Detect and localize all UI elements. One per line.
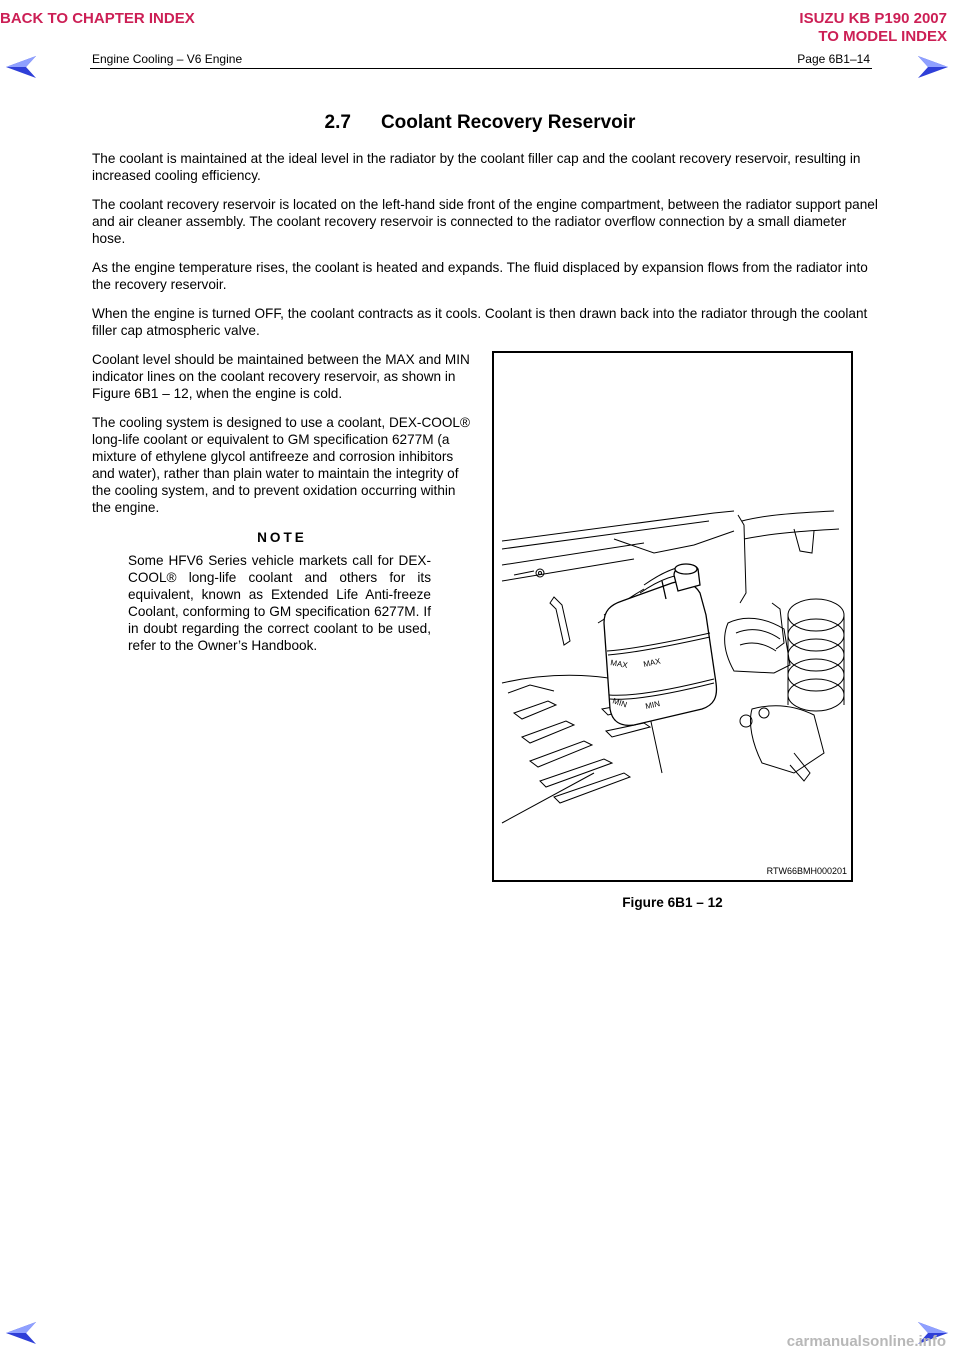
max-label-left: MAX [609, 658, 629, 670]
figure-coolant-reservoir [492, 351, 853, 882]
site-watermark: carmanualsonline.info [786, 1333, 946, 1350]
section-title [0, 112, 960, 134]
column-paragraph: Coolant level should be maintained between the MAX and MIN indicator lines on the coolant recovery reservoir, as shown in Figure 6B1 – 12, when the engine is cold. [92, 352, 470, 401]
back-to-chapter-index-link[interactable]: BACK TO CHAPTER INDEX [0, 10, 195, 27]
model-index-block [799, 10, 947, 46]
min-label-left: MIN [611, 696, 629, 710]
body-paragraph: The coolant is maintained at the ideal level in the radiator by the coolant filler cap and the coolant recovery reservoir, resulting in increased cooling efficiency. [92, 151, 861, 183]
column-paragraph: The cooling system is designed to use a coolant, DEX-COOL® long-life coolant or equivalent to GM specification 6277M (a mixture of ethylene glycol antifreeze and corrosion inhibitors and water), rather than plain water to maintain the integrity of the cooling system, and to prevent oxidation occurring within the engine. [92, 415, 470, 515]
to-model-index-link[interactable]: TO MODEL INDEX [818, 28, 947, 45]
section-title-text: Coolant Recovery Reservoir [380, 112, 636, 133]
section-number: 2.7 [324, 112, 351, 133]
engine-bay-illustration [494, 353, 851, 880]
note-heading: NOTE [257, 530, 307, 545]
running-header-chapter: Engine Cooling – V6 Engine [92, 52, 243, 66]
model-title: ISUZU KB P190 2007 [799, 10, 947, 27]
body-paragraph: When the engine is turned OFF, the coolant contracts as it cools. Coolant is then drawn back into the radiator through the coolant filler cap atmospheric valve. [92, 306, 868, 338]
header-divider [90, 68, 872, 69]
next-page-arrow-icon[interactable] [918, 56, 948, 78]
min-label-right: MIN [644, 699, 661, 711]
figure-reference-code: RTW66BMH000201 [766, 866, 847, 876]
max-label-right: MAX [642, 656, 662, 669]
body-paragraph: The coolant recovery reservoir is located on the left-hand side front of the engine compartment, between the radiator support panel and air cleaner assembly. The coolant recovery reservoir is connected to the radiator overflow connection by a small diameter hose. [92, 197, 878, 246]
running-header-page: Page 6B1–14 [797, 52, 870, 66]
note-body: Some HFV6 Series vehicle markets call for DEX-COOL® long-life coolant and others for its equivalent, known as Extended Life Anti-freeze Coolant, conforming to GM specification 6277M. If in doubt regarding the correct coolant to be used, refer to the Owner’s Handbook. [128, 553, 431, 653]
body-paragraph: As the engine temperature rises, the coolant is heated and expands. The fluid displaced by expansion flows from the radiator into the recovery reservoir. [92, 260, 868, 292]
figure-caption: Figure 6B1 – 12 [622, 895, 723, 910]
previous-page-arrow-icon[interactable] [6, 1322, 36, 1344]
previous-page-arrow-icon[interactable] [6, 56, 36, 78]
